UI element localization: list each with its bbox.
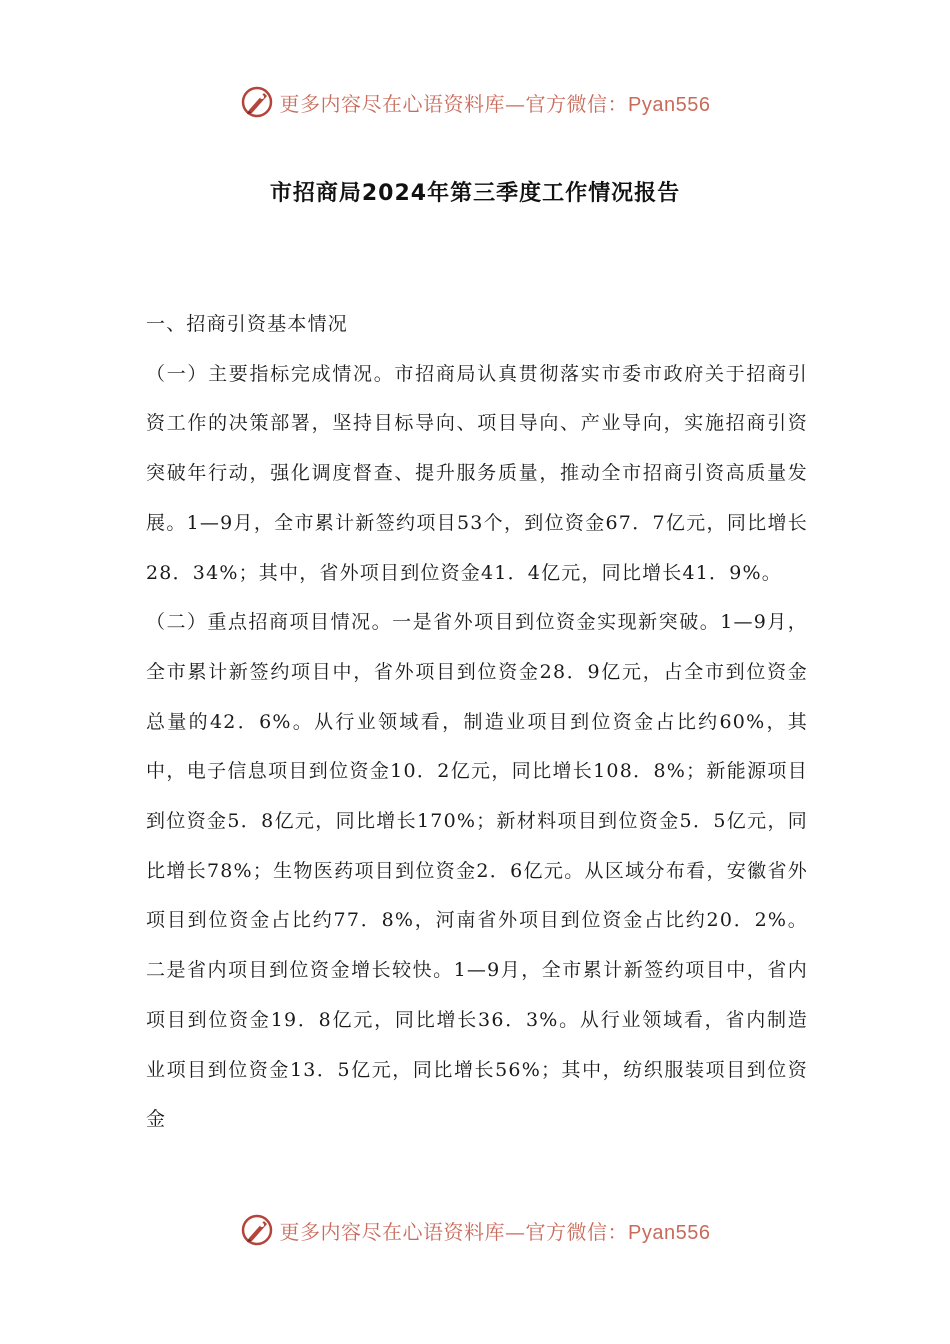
paragraph-key-projects: （二）重点招商项目情况。一是省外项目到位资金实现新突破。1—9月，全市累计新签约项目中，省外项目到位资金28．9亿元，占全市到位资金总量的42．6%。从行业领域看，制造业项目到位资金占比约60%，其中，电子信息项目到位资金10．2亿元，同比增长108．8%；新能源项目到位资金5．8亿元，同比增长170%；新材料项目到位资金5．5亿元，同比增长78%；生物医药项目到位资金2．6亿元。从区域分布看，安徽省外项目到位资金占比约77．8%，河南省外项目到位资金占比约20．2%。二是省内项目到位资金增长较快。1—9月，全市累计新签约项目中，省内项目到位资金19．8亿元，同比增长36．3%。从行业领域看，省内制造业项目到位资金13．5亿元，同比增长56%；其中，纺织服装项目到位资金 [146,611,808,1131]
watermark-text [280,1216,711,1245]
pen-logo-icon [240,85,274,119]
watermark-text [280,88,711,117]
watermark-wechat-id: Pyan556 [628,1221,711,1244]
watermark-text-cn: 更多内容尽在心语资料库—官方微信： [279,91,629,116]
section-heading: 一、招商引资基本情况 [146,313,349,335]
paragraph-main-indicators: （一）主要指标完成情况。市招商局认真贯彻落实市委市政府关于招商引资工作的决策部署，坚持目标导向、项目导向、产业导向，实施招商引资突破年行动，强化调度督查、提升服务质量，推动全市招商引资高质量发展。1—9月，全市累计新签约项目53个，到位资金67．7亿元，同比增长28．34%；其中，省外项目到位资金41．4亿元，同比增长41．9%。 [146,362,808,584]
watermark-banner-top [0,82,950,122]
watermark-banner-bottom [0,1210,950,1250]
pen-logo-icon [240,1213,274,1247]
document-body [146,300,808,1145]
watermark-text-cn: 更多内容尽在心语资料库—官方微信： [279,1219,629,1244]
watermark-wechat-id: Pyan556 [628,93,711,116]
document-title: 市招商局2024年第三季度工作情况报告 [269,181,681,206]
